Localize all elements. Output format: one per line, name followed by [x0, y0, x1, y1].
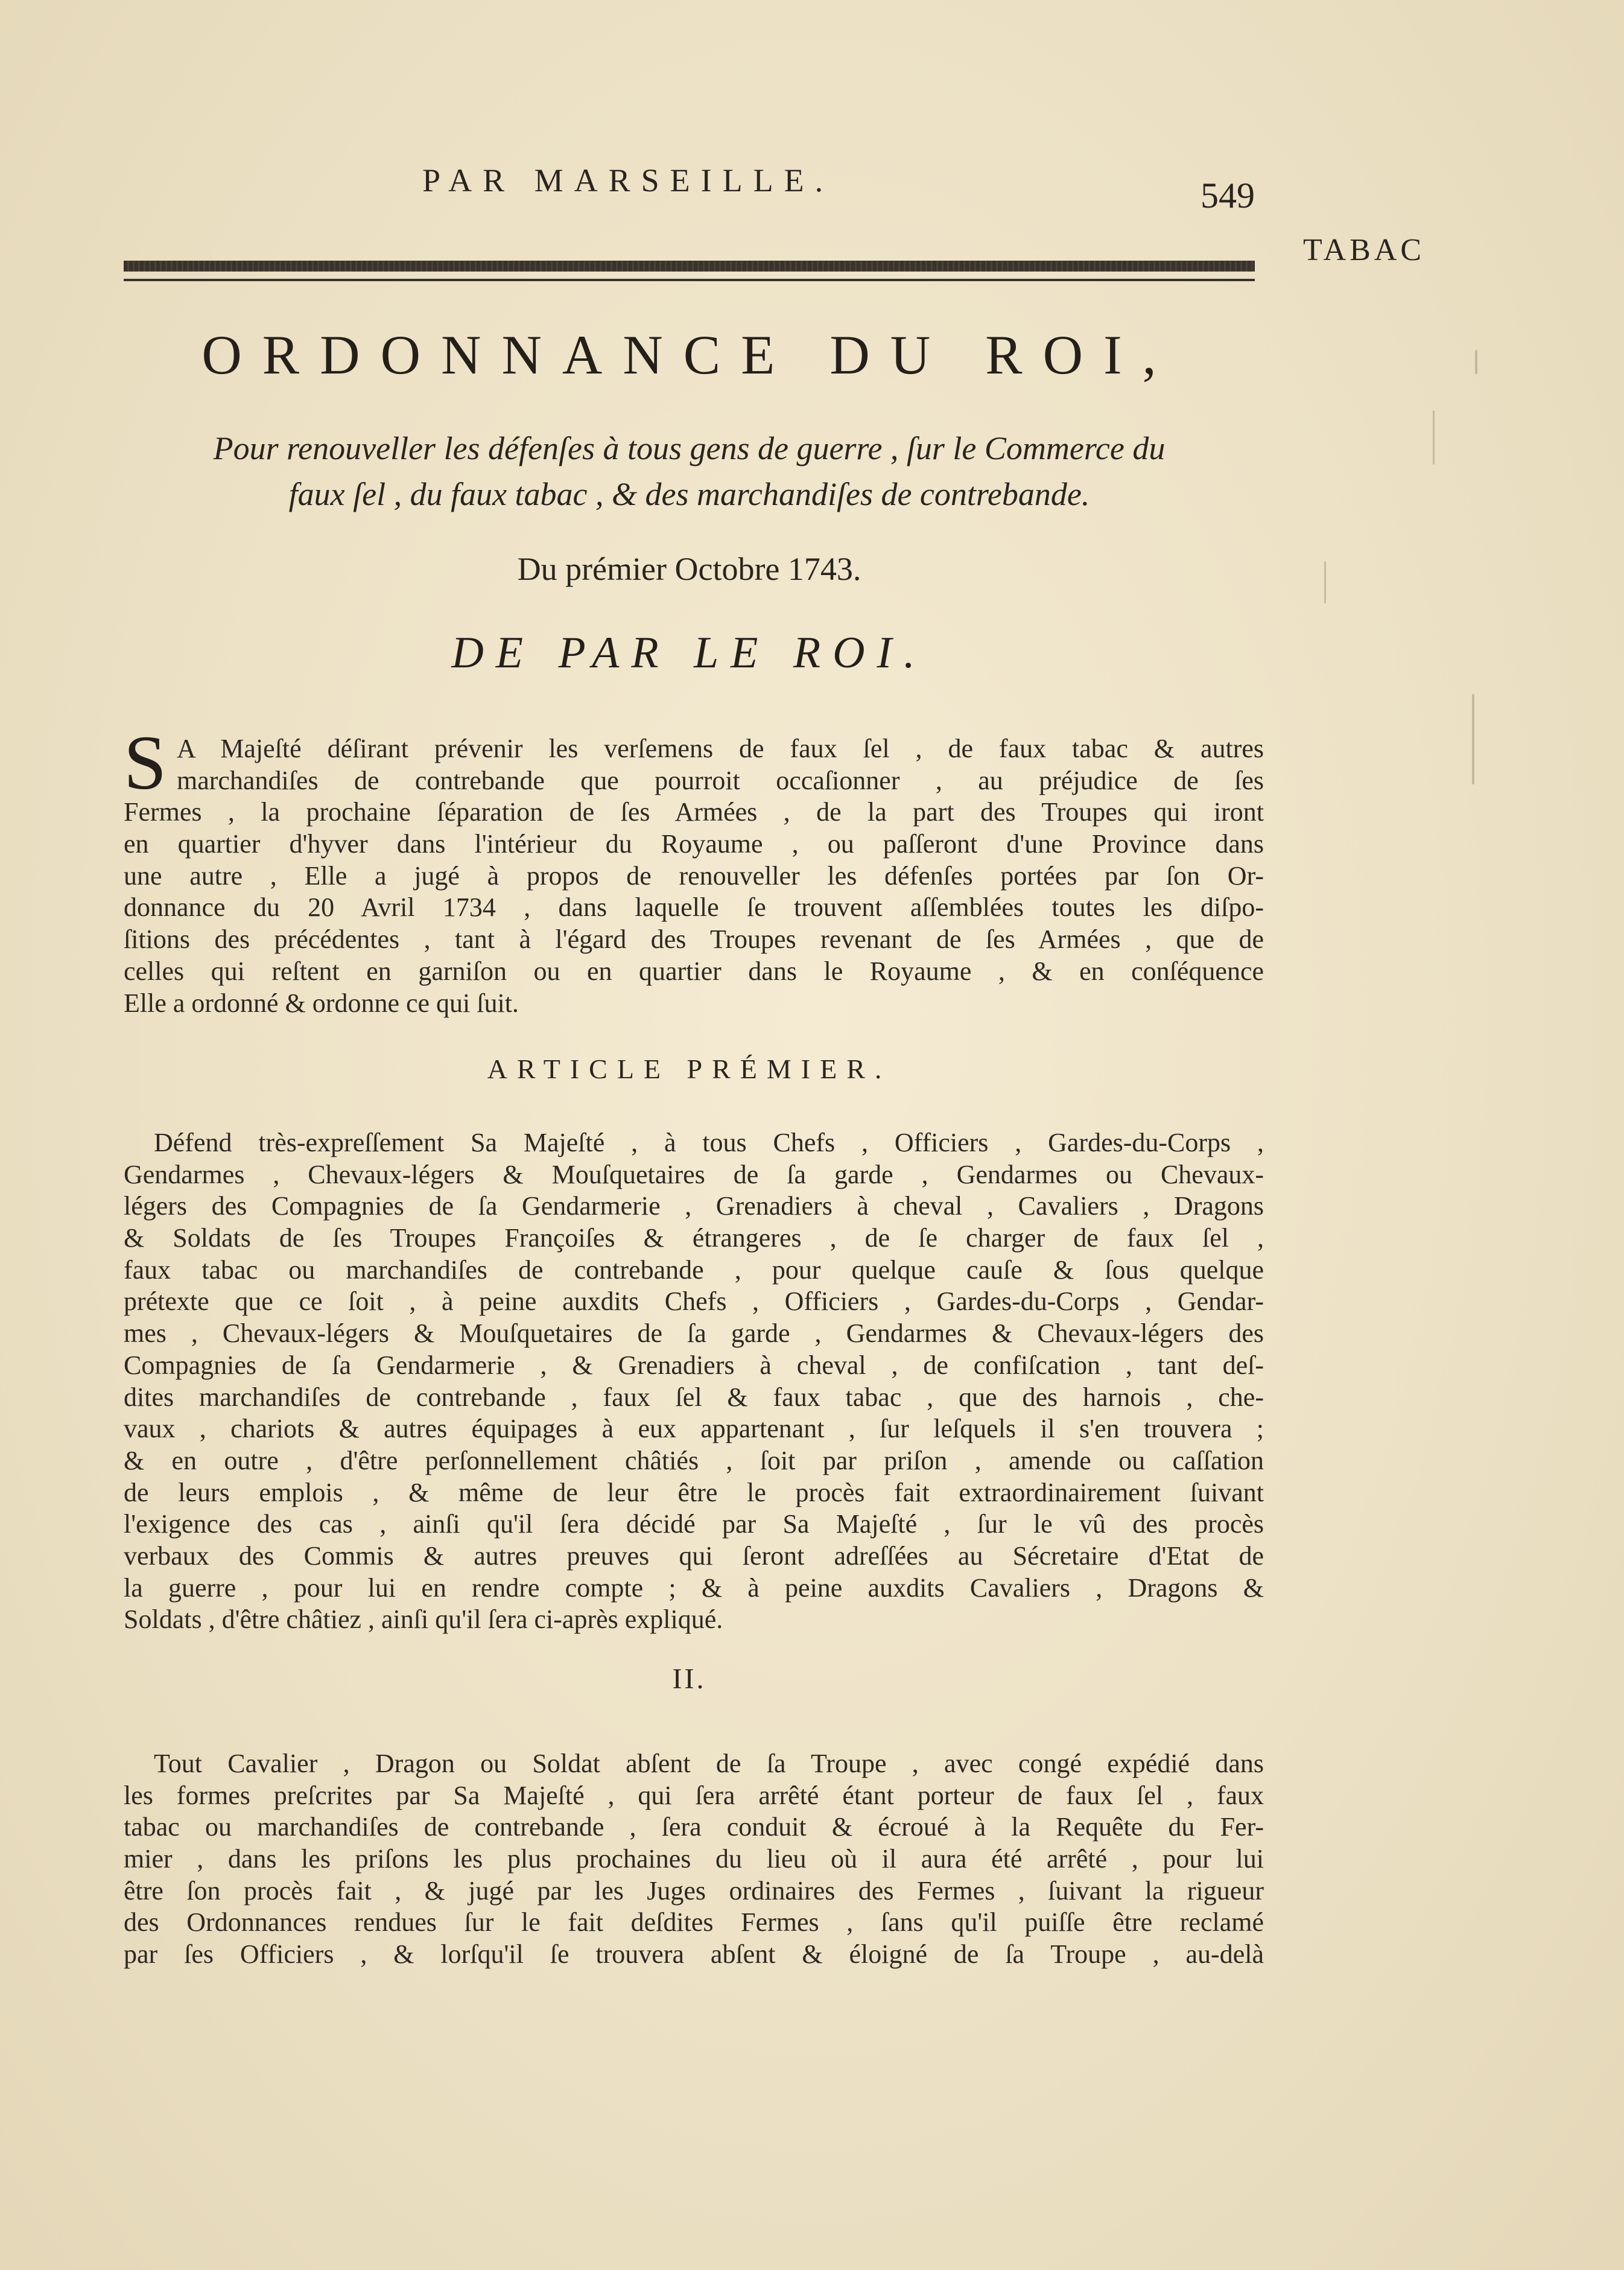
text-line: celles qui reſtent en garniſon ou en quartier dans le Royaume , & en conſéquence	[124, 956, 1264, 986]
text-line: prétexte que ce ſoit , à peine auxdits Chefs , Officiers , Gardes-du-Corps , Gendar-	[124, 1286, 1264, 1317]
page-number: 549	[1201, 176, 1255, 215]
margin-mark	[1475, 350, 1477, 374]
text-line: légers des Compagnies de ſa Gendarmerie , Grenadiers à cheval , Cavaliers , Dragons	[124, 1191, 1264, 1221]
text-line: des Ordonnances rendues ſur le fait deſdites Fermes , ſans qu'il puiſſe être reclamé	[124, 1907, 1264, 1938]
de-par-le-roi-heading: DE PAR LE ROI.	[451, 628, 927, 678]
text-line: verbaux des Commis & autres preuves qui ſeront adreſſées au Sécretaire d'Etat de	[124, 1540, 1264, 1571]
preamble-paragraph	[124, 733, 1264, 1019]
subtitle-line: Pour renouveller les défenſes à tous gens de guerre , ſur le Commerce du	[213, 430, 1166, 466]
text-line: mes , Chevaux-légers & Mouſquetaires de ſa garde , Gendarmes & Chevaux-légers des	[124, 1318, 1264, 1349]
running-head: PAR MARSEILLE.	[422, 162, 834, 199]
text-line: & en outre , d'être perſonnellement châtiés , ſoit par priſon , amende ou caſſation	[124, 1445, 1264, 1475]
ordinance-date: Du prémier Octobre 1743.	[517, 551, 861, 587]
text-line: faux tabac ou marchandiſes de contrebande , pour quelque cauſe & ſous quelque	[124, 1254, 1264, 1285]
text-line: Elle a ordonné & ordonne ce qui ſuit.	[124, 988, 519, 1018]
text-line: les formes preſcrites par Sa Majeſté , qui ſera arrêté étant porteur de faux ſel , faux	[124, 1780, 1264, 1810]
article-1-paragraph	[124, 1127, 1264, 1636]
subtitle-line: faux ſel , du faux tabac , & des marchandiſes de contrebande.	[288, 476, 1090, 512]
text-line: être ſon procès fait , & jugé par les Juges ordinaires des Fermes , ſuivant la rigueur	[124, 1875, 1264, 1906]
article-2-heading: II.	[672, 1663, 706, 1695]
margin-note: TABAC	[1303, 233, 1426, 267]
text-line: par ſes Officiers , & lorſqu'il ſe trouvera abſent & éloigné de ſa Troupe , au-delà	[124, 1939, 1264, 1970]
text-line: marchandiſes de contrebande que pourroit occaſionner , au préjudice de ſes	[177, 765, 1264, 795]
text-line: ſitions des précédentes , tant à l'égard des Troupes revenant de ſes Armées , que de	[124, 924, 1264, 955]
text-line: vaux , chariots & autres équipages à eux appartenant , ſur leſquels il s'en trouvera ;	[124, 1414, 1264, 1444]
text-line: l'exigence des cas , ainſi qu'il ſera décidé par Sa Majeſté , ſur le vû des procès	[124, 1509, 1264, 1539]
text-line: Compagnies de ſa Gendarmerie , & Grenadiers à cheval , de confiſcation , tant deſ-	[124, 1350, 1264, 1380]
document-subtitle	[124, 425, 1255, 517]
text-line: mier , dans les priſons les plus prochaines du lieu où il aura été arrêté , pour lui	[124, 1844, 1264, 1874]
document-title: ORDONNANCE DU ROI,	[201, 324, 1177, 386]
text-line: Fermes , la prochaine ſéparation de ſes Armées , de la part des Troupes qui iront	[124, 797, 1264, 827]
header-rule-thick	[124, 261, 1255, 272]
text-line: Tout Cavalier , Dragon ou Soldat abſent de ſa Troupe , avec congé expédié dans	[154, 1749, 1264, 1778]
text-line: en quartier d'hyver dans l'intérieur du Royaume , ou paſſeront d'une Province dans	[124, 829, 1264, 859]
text-line: dites marchandiſes de contrebande , faux ſel & faux tabac , que des harnois , che-	[124, 1382, 1264, 1412]
header-rule-thin	[124, 279, 1255, 281]
text-line: & Soldats de ſes Troupes Françoiſes & étrangeres , de ſe charger de faux ſel ,	[124, 1223, 1264, 1253]
text-line: Défend très-expreſſement Sa Majeſté , à tous Chefs , Officiers , Gardes-du-Corps ,	[154, 1128, 1264, 1157]
text-line: Soldats , d'être châtiez , ainſi qu'il ſera ci-après expliqué.	[124, 1604, 723, 1635]
text-line: une autre , Elle a jugé à propos de renouveller les défenſes portées par ſon Or-	[124, 860, 1264, 891]
text-line: Gendarmes , Chevaux-légers & Mouſquetaires de ſa garde , Gendarmes ou Chevaux-	[124, 1159, 1264, 1189]
margin-mark	[1472, 694, 1474, 784]
article-1-heading: ARTICLE PRÉMIER.	[487, 1054, 892, 1084]
text-line: la guerre , pour lui en rendre compte ; & à peine auxdits Cavaliers , Dragons &	[124, 1572, 1264, 1603]
article-2-paragraph	[124, 1748, 1264, 1971]
text-line: A Majeſté déſirant prévenir les verſemens de faux ſel , de faux tabac & autres	[177, 734, 1264, 763]
margin-mark	[1433, 410, 1435, 465]
text-line: donnance du 20 Avril 1734 , dans laquelle ſe trouvent aſſemblées toutes les diſpo-	[124, 892, 1264, 923]
text-line: de leurs emplois , & même de leur être le procès fait extraordinairement ſuivant	[124, 1477, 1264, 1507]
text-line: tabac ou marchandiſes de contrebande , ſera conduit & écroué à la Requête du Fer-	[124, 1812, 1264, 1842]
drop-cap: S	[124, 720, 167, 806]
margin-mark	[1324, 561, 1326, 603]
